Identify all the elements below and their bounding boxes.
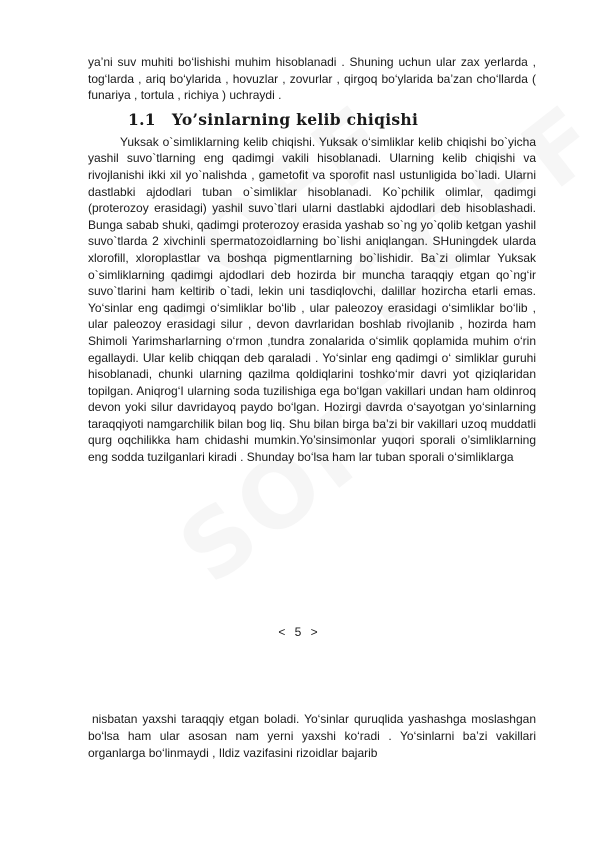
intro-paragraph: ya’ni suv muhiti bo‘lishishi muhim hisoblanadi . Shuning uchun ular zax yerlarda , tog‘larda , ariq bo‘ylarida , hovuzlar , zovurlar , qirgoq bo‘ylarida ba’zan cho‘llarda ( funariya , tortula , richiya ) uchraydi . (88, 55, 536, 103)
next-page-paragraph: nisbatan yaxshi taraqqiy etgan boladi. Yo‘sinlar quruqlida yashashga moslashgan bo‘lsa ham ular asosan nam yerni yaxshi ko‘radi . Yo‘sinlarni ba’zi vakillari organlarga bo‘linmaydi , Ildiz vazifasini rizoidlar bajarib (88, 712, 536, 760)
page-content (88, 54, 536, 466)
next-page-content (88, 711, 536, 762)
section-heading (128, 110, 536, 130)
section-title: Yo’sinlarning kelib chiqishi (171, 109, 419, 129)
page-number: < 5 > (278, 625, 318, 639)
section-number: 1.1 (128, 109, 156, 129)
body-paragraph: Yuksak o`simliklarning kelib chiqishi. Yuksak o‘simliklar kelib chiqishi bo`yicha yashil suvo`tlarning eng qadimgi vakili hisoblanadi. Ularning kelib chiqishi va rivojlanishi ikki xil yo`nalishda , gametofit va sporofit nasl ustunligida bo`ladi. Ularni dastlabki ajdodlari tuban o`simliklar hisoblanadi. Ko`pchilik olimlar, qadimgi (proterozoy erasidagi) yashil suvo`tlari ularni dastlabki ajdodlari deb hisoblashadi. Bunga sabab shuki, qadimgi proterozoy erasida yashab so`ng yo`qolib ketgan yashil suvo`tlarda 2 xivchinli spermatozoidlarning bo`lishi aniqlangan. SHuningdek ularda xlorofill, xloroplastlar va boshqa pigmentlarning bo`lishidir. Ba`zi olimlar Yuksak o`simliklarning qadimgi ajdodlari deb hozirda bir muncha taraqqiy etgan qo`ng‘ir suvo`tlarini ham keltirib o`tadi, lekin uni tasdiqlovchi, dalillar hozircha etarli emas. Yo‘sinlar eng qadimgi o‘simliklar bo‘lib , ular paleozoy erasidagi o‘simliklar bo‘lib , ular paleozoy erasidagi silur , devon davrlaridan boshlab rivojlanib , hozirda ham Shimoli Yarimsharlarning o‘rmon ,tundra zonalarida o‘simlik qoplamida muhim o‘rin egallaydi. Ular kelib chiqqan deb qaraladi . Yo‘sinlar eng qadimgi o‘ simliklar guruhi hisoblanadi, chunki ularning qazilma qoldiqlarini toshko‘mir davri yot qiziqlaridan topilgan. Aniqrog‘I ularning soda tuzilishiga ega bo‘lgan vakillari undan ham oldinroq devon yoki silur davridayoq paydo bo‘lgan. Hozirgi davrda o‘sayotgan yo‘sinlarning taraqqiyoti namgarchilik bilan bog liq. Shu bilan birga ba’zi bir vakillari uzoq muddatli qurg oqchilikka ham chidashi mumkin.Yo’sinsimonlar yuqori sporali o’simliklarning eng sodda tuzilganlari kiradi . Shunday bo‘lsa ham lar tuban sporali o‘simliklarga (88, 134, 536, 465)
